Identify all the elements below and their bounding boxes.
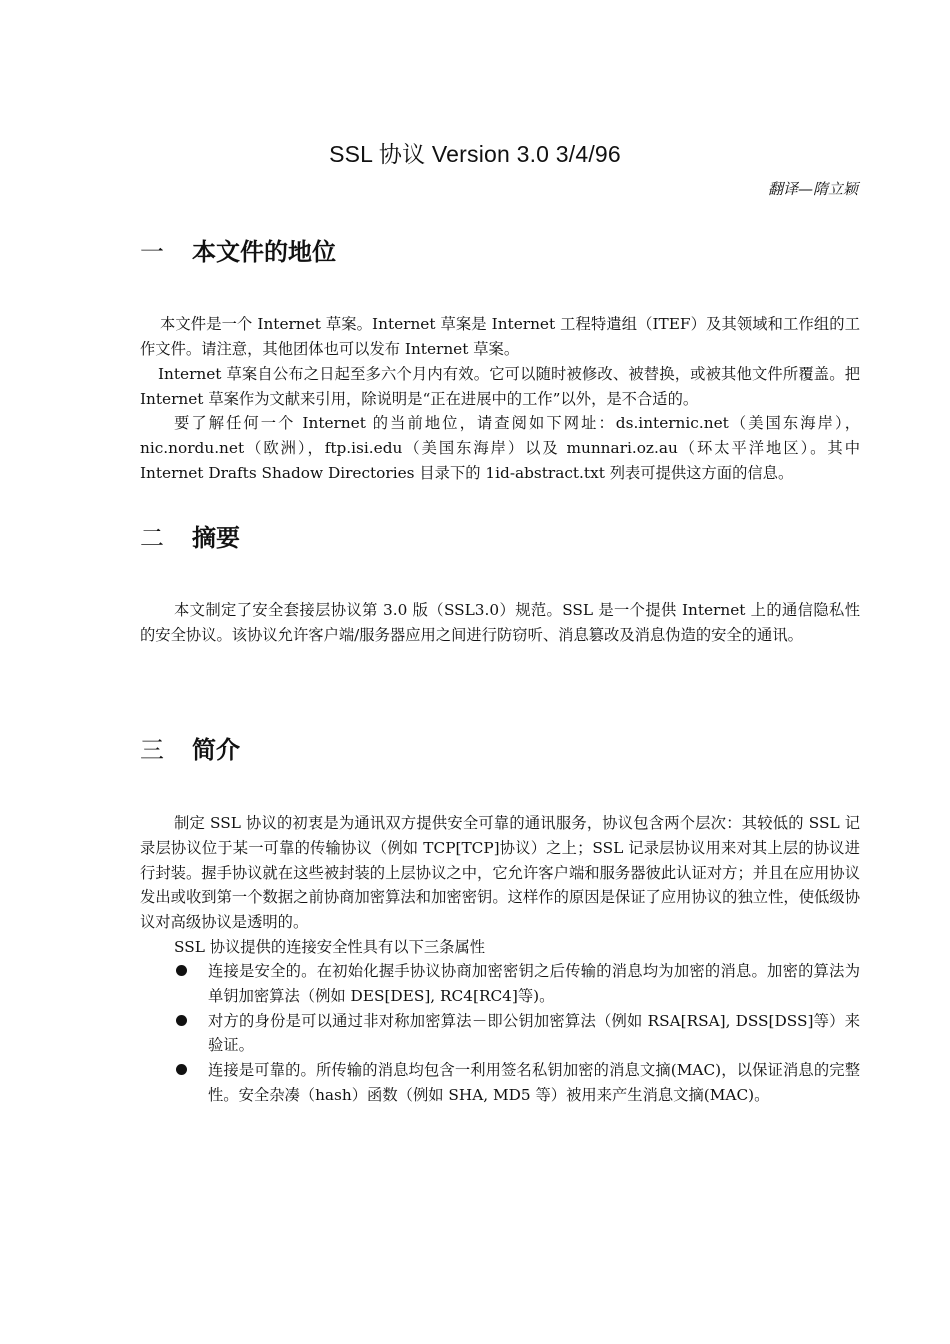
section-number: 三 [140, 736, 164, 764]
section-heading-abstract [140, 518, 240, 553]
section-number: 一 [140, 238, 164, 266]
section-title: 摘要 [192, 524, 240, 552]
section-heading-introduction [140, 730, 240, 765]
property-list [140, 959, 860, 1108]
bullet-icon [176, 965, 187, 976]
list-item [140, 959, 860, 1009]
list-item [140, 1058, 860, 1108]
document-title: SSL 协议 Version 3.0 3/4/96 [329, 141, 621, 167]
list-item-text: 对方的身份是可以通过非对称加密算法－即公钥加密算法（例如 RSA[RSA], DSS[DSS]等）来验证。 [208, 1011, 860, 1055]
list-item-text: 连接是可靠的。所传输的消息均包含一利用签名私钥加密的消息文摘(MAC)，以保证消息的完整性。安全杂凑（hash）函数（例如 SHA, MD5 等）被用来产生消息文摘(MAC)。 [208, 1061, 860, 1104]
translator-credit: 翻译—隋立颖 [767, 180, 858, 198]
section-title: 简介 [192, 736, 240, 764]
bullet-icon [176, 1015, 187, 1026]
list-item-text: 连接是安全的。在初始化握手协议协商加密密钥之后传输的消息均为加密的消息。加密的算法为单钥加密算法（例如 DES[DES], RC4[RC4]等)。 [208, 962, 860, 1005]
section-number: 二 [140, 524, 164, 552]
bullet-icon [176, 1064, 187, 1075]
paragraph: SSL 协议提供的连接安全性具有以下三条属性 [174, 938, 486, 956]
paragraph: 制定 SSL 协议的初衷是为通讯双方提供安全可靠的通讯服务，协议包含两个层次：其较低的 SSL 记录层协议位于某一可靠的传输协议（例如 TCP[TCP]协议）之上；SSL 记录层协议用来对其上层的协议进行封装。握手协议就在这些被封装的上层协议之中，它允许客户端和服务器彼此认证对方；并且在应用协议发出或收到第一个数据之前协商加密算法和加密密钥。这样作的原因是保证了应用协议的独立性，使低级协议对高级协议是透明的。 [140, 814, 860, 932]
paragraph: Internet 草案自公布之日起至多六个月内有效。它可以随时被修改、被替换，或被其他文件所覆盖。把 Internet 草案作为文献来引用，除说明是“正在进展中的工作”以外，是不合适的。 [140, 365, 860, 408]
paragraph: 本文制定了安全套接层协议第 3.0 版（SSL3.0）规范。SSL 是一个提供 Internet 上的通信隐私性的安全协议。该协议允许客户端/服务器应用之间进行防窃听、消息篡改及消息伪造的安全的通讯。 [140, 601, 860, 644]
list-item [140, 1009, 860, 1059]
section-title: 本文件的地位 [192, 238, 336, 266]
section-heading-status [140, 232, 336, 267]
paragraph: 本文件是一个 Internet 草案。Internet 草案是 Internet 工程特遣组（ITEF）及其领域和工作组的工作文件。请注意，其他团体也可以发布 Internet 草案。 [140, 315, 860, 358]
paragraph: 要了解任何一个 Internet 的当前地位，请查阅如下网址：ds.internic.net（美国东海岸），nic.nordu.net（欧洲），ftp.isi.edu（美国东海岸）以及 munnari.oz.au（环太平洋地区）。其中 Internet Drafts Shadow Directories 目录下的 1id-abstract.txt 列表可提供这方面的信息。 [140, 414, 860, 482]
